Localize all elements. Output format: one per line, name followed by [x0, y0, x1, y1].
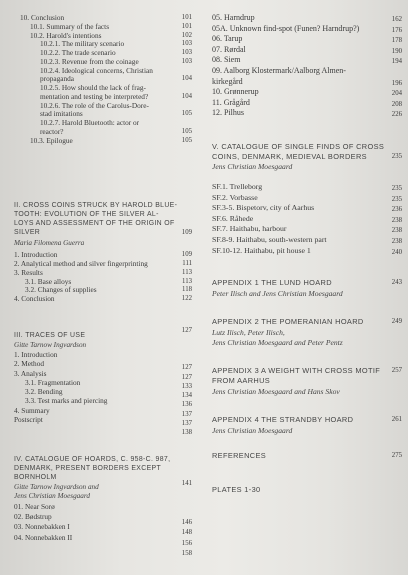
page-number: 194 — [391, 58, 402, 66]
page-number: 103 — [181, 57, 192, 65]
page-number: 127 — [181, 364, 192, 372]
page-number: 238 — [391, 227, 402, 235]
toc-entry: 3.2. Bending — [25, 387, 63, 396]
page-number: 105 — [181, 110, 192, 118]
plates-heading: PLATES 1-30 — [212, 485, 261, 494]
section-heading: BORNHOLM — [14, 473, 57, 481]
page-number: 235 — [391, 153, 402, 160]
page-number: 238 — [391, 238, 402, 245]
page-number: 118 — [182, 286, 192, 294]
page-number: 104 — [181, 92, 192, 100]
appendix-heading: APPENDIX 1 THE LUND HOARD — [212, 278, 332, 287]
section-heading: DENMARK, PRESENT BORDERS EXCEPT — [14, 464, 162, 472]
toc-entry: 06. Tarup — [212, 34, 243, 44]
toc-entry: SF.1. Trelleborg — [212, 182, 263, 191]
page-number: 137 — [181, 410, 192, 418]
toc-entry: 3.1. Fragmentation — [25, 377, 81, 387]
appendix-author: Jens Christian Moesgaard — [212, 426, 293, 435]
toc-entry: 3. Analysis — [14, 368, 47, 378]
page-number: 102 — [181, 31, 192, 39]
toc-entry: 10.2.5. How should the lack of frag- — [40, 83, 146, 92]
toc-entry: reactor? — [40, 126, 64, 136]
section-heading: LOYS AND ASSESSMENT OF THE ORIGIN OF — [14, 219, 175, 227]
page-number: 261 — [391, 416, 402, 423]
toc-entry: 3.2. Changes of supplies — [25, 285, 97, 295]
toc-entry: SF.10-12. Haithabu, pit house 1 — [212, 245, 311, 255]
section-author: Maria Filomena Guerra — [14, 238, 85, 247]
page-number: 104 — [181, 75, 192, 83]
section-author: Gitte Tarnow Ingvardson — [14, 341, 87, 349]
appendix-author: Peter Ilisch and Jens Christian Moesgaard — [212, 289, 343, 298]
toc-entry: kirkegård — [212, 76, 243, 86]
toc-entry: 10.2.1. The military scenario — [40, 39, 125, 49]
page-number: 134 — [181, 392, 192, 399]
toc-entry: 4. Conclusion — [14, 294, 55, 304]
section-heading: SILVER — [14, 228, 41, 236]
page-number: 162 — [391, 16, 402, 23]
page-number: 133 — [181, 382, 192, 390]
section-heading: COINS, DENMARK, MEDIEVAL BORDERS — [212, 152, 367, 161]
toc-entry: 10.3. Epilogue — [30, 135, 73, 145]
page-number: 105 — [181, 127, 192, 135]
toc-entry: 03. Nonnebakken I — [14, 522, 70, 532]
page-number: 146 — [181, 519, 192, 527]
toc-entry: 07. Rørdal — [212, 44, 246, 54]
toc-entry: 2. Method — [14, 359, 44, 369]
page-number: 109 — [181, 228, 192, 236]
page-number: 127 — [181, 327, 192, 334]
page-number: 148 — [181, 529, 192, 537]
toc-entry: 05A. Unknown find-spot (Funen? Harndrup?) — [212, 23, 360, 33]
appendix-heading: APPENDIX 2 THE POMERANIAN HOARD — [212, 317, 364, 326]
page-number: 243 — [391, 279, 402, 286]
section-heading: TOOTH: EVOLUTION OF THE SILVER AL- — [14, 210, 159, 218]
page-number: 275 — [391, 452, 402, 459]
page-number: 113 — [182, 277, 192, 285]
page-number: 249 — [391, 318, 402, 325]
page-number: 156 — [181, 539, 192, 547]
toc-entry: 10.1. Summary of the facts — [30, 21, 110, 31]
appendix-author: Jens Christian Moesgaard and Peter Pentz — [212, 338, 343, 347]
appendix-author: Jens Christian Moesgaard and Hans Skov — [212, 387, 340, 396]
toc-entry: 2. Analytical method and silver fingerprinting — [14, 259, 148, 268]
toc-entry: 02. Bødstrup — [14, 512, 52, 522]
toc-entry: 1. Introduction — [14, 250, 58, 260]
toc-entry: mentation and testing be interpreted? — [40, 91, 149, 101]
page-number: 176 — [391, 26, 402, 34]
toc-entry: 1. Introduction — [14, 350, 58, 359]
toc-entry: SF.6. Råhede — [212, 213, 254, 223]
toc-entry: stad imitations — [40, 109, 83, 119]
page-number: 136 — [181, 401, 192, 409]
appendix-author: Lutz Ilisch, Peter Ilisch, — [212, 328, 285, 337]
page-number: 109 — [181, 251, 192, 259]
page-number: 190 — [391, 47, 402, 55]
appendix-heading: FROM AARHUS — [212, 376, 271, 385]
toc-entry: 05. Harndrup — [212, 13, 255, 22]
toc-entry: 04. Nonnebakken II — [14, 532, 73, 542]
section-heading: IV. CATALOGUE OF HOARDS, C. 958-C. 987, — [14, 456, 171, 463]
toc-entry: 4. Summary — [14, 405, 50, 415]
appendix-heading: APPENDIX 4 THE STRANDBY HOARD — [212, 415, 354, 424]
section-heading: V. CATALOGUE OF SINGLE FINDS OF CROSS — [212, 142, 385, 151]
section-author: Jens Christian Moesgaard — [14, 492, 90, 500]
page-number: 235 — [391, 185, 402, 192]
page-number: 103 — [181, 49, 192, 56]
page-number: 204 — [391, 90, 402, 98]
section-heading: II. CROSS COINS STRUCK BY HAROLD BLUE- — [14, 202, 178, 209]
toc-entry: 12. Pilhus — [212, 108, 245, 118]
toc-entry: propaganda — [40, 74, 75, 84]
toc-entry: 3. Results — [14, 267, 43, 277]
toc-entry: 10.2. Harold's intentions — [30, 30, 102, 40]
appendix-heading: APPENDIX 3 A WEIGHT WITH CROSS MOTIF — [212, 366, 381, 375]
page-number: 101 — [181, 14, 192, 21]
page-number: 141 — [181, 480, 192, 487]
toc-entry: SF.7. Haithabu, harbour — [212, 224, 287, 234]
toc-entry: SF.8-9. Haithabu, south-western part — [212, 235, 327, 244]
page-number: 103 — [181, 40, 192, 48]
references-heading: REFERENCES — [212, 451, 267, 460]
page-number: 122 — [181, 295, 192, 303]
toc-entry: 10. Conclusion — [20, 13, 65, 22]
page-number: 226 — [391, 111, 402, 119]
page-number: 138 — [181, 429, 192, 436]
page-number: 238 — [391, 216, 402, 224]
page-number: 137 — [181, 419, 192, 427]
page-number: 236 — [391, 206, 402, 214]
toc-entry: 11. Grågård — [212, 97, 250, 107]
page-number: 158 — [181, 549, 192, 557]
toc-entry: 3.1. Base alloys — [25, 276, 72, 286]
toc-entry: 09. Aalborg Klostermark/Aalborg Almen- — [212, 66, 346, 75]
section-heading: III. TRACES OF USE — [14, 332, 86, 339]
page-number: 101 — [181, 22, 192, 30]
toc-entry: SF.2. Vorbasse — [212, 192, 258, 202]
page-number: 196 — [391, 79, 402, 87]
toc-entry: 10. Grønnerup — [212, 87, 259, 97]
toc-entry: 10.2.7. Harold Bluetooth: actor or — [40, 118, 140, 127]
toc-entry: 3.3. Test marks and piercing — [25, 396, 108, 406]
page-number: 111 — [182, 260, 192, 267]
toc-entry: 10.2.6. The role of the Carolus-Dore- — [40, 100, 149, 110]
toc-entry: 08. Siem — [212, 55, 241, 65]
toc-entry: Postscript — [14, 414, 43, 424]
page-number: 235 — [391, 195, 402, 203]
page-number: 105 — [181, 136, 192, 144]
section-author: Jens Christian Moesgaard — [212, 162, 293, 171]
toc-entry: 10.2.2. The trade scenario — [40, 48, 116, 57]
page-number: 240 — [391, 248, 402, 256]
toc-entry: SF.3-5. Bispetorv, city of Aarhus — [212, 203, 315, 213]
toc-entry: 10.2.4. Ideological concerns, Christian — [40, 65, 153, 75]
page-number: 208 — [391, 100, 402, 108]
section-author: Gitte Tarnow Ingvardson and — [14, 483, 99, 491]
page-number: 127 — [181, 373, 192, 381]
toc-entry: 10.2.3. Revenue from the coinage — [40, 56, 139, 66]
toc-entry: 01. Near Sorø — [14, 502, 55, 511]
page-number: 178 — [391, 37, 402, 45]
page-number: 257 — [391, 367, 402, 374]
page-number: 113 — [182, 268, 192, 276]
